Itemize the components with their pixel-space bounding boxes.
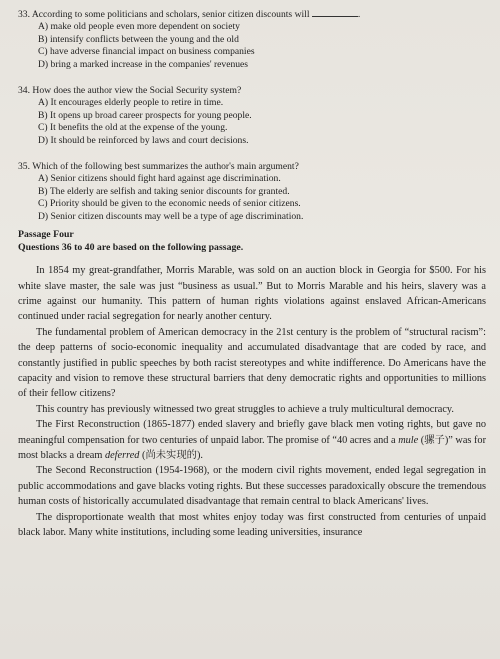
option-b: B) intensify conflicts between the young and the old [38, 33, 239, 45]
paragraph-1: In 1854 my great-grandfather, Morris Marable, was sold on an auction block in Georgia for $500. For his white slave master, the sale was just “business as usual.” But to Morris Marable and his heirs, slavery was a crime against our humanity. This pattern of human rights violations against enslaved African-Americans continued under racial segregation for nearly another century. [18, 265, 486, 323]
option-c: C) It benefits the old at the expense of the young. [38, 122, 228, 134]
glossed-word-mule: mule [398, 434, 419, 446]
passage-instructions: Questions 36 to 40 are based on the following passage. [18, 242, 244, 254]
option-b: B) The elderly are selfish and taking senior discounts for granted. [38, 185, 290, 197]
option-c: C) Priority should be given to the economic needs of senior citizens. [38, 198, 301, 210]
paragraph-5: The Second Reconstruction (1954-1968), or the modern civil rights movement, ended legal segregation in public accommodations and gave blacks voting rights. But these successes paradoxically obscure the tremendous human costs of historically accumulated disadvantage that remain central to black Americans' lives. [18, 465, 486, 508]
option-d: D) It should be reinforced by laws and court decisions. [38, 134, 249, 146]
option-c: C) have adverse financial impact on business companies [38, 46, 255, 58]
option-d: D) bring a marked increase in the companies' revenues [38, 58, 249, 70]
paragraph-3: This country has previously witnessed two great struggles to achieve a truly multicultural democracy. [36, 403, 454, 415]
answer-options [18, 21, 486, 71]
option-a: A) It encourages elderly people to retire in time. [38, 97, 224, 109]
answer-blank [312, 8, 358, 17]
passage-title: Passage Four [18, 229, 74, 241]
question-33 [18, 8, 486, 71]
paragraph-4: The First Reconstruction (1865-1877) ended slavery and briefly gave black men voting rights, but gave no meaningful compensation for two centuries of unpaid labor. The promise of “40 acres and a mule (骡子)” was for most blacks a dream deferred (尚未实现的). [18, 419, 486, 461]
paragraph-2: The fundamental problem of American democracy in the 21st century is the problem of “structural racism”: the deep patterns of socio-economic inequality and accumulated disadvantage that are coded by race, and constantly justified in public speeches by both racist stereotypes and white indifference. Do Americans have the capacity and vision to remove these structural barriers that deny democratic rights and opportunities to millions of their fellow citizens? [18, 326, 486, 400]
question-stem: 33. According to some politicians and scholars, senior citizen discounts will [18, 9, 310, 20]
stem-end: . [357, 9, 361, 20]
question-stem: 35. Which of the following best summarizes the author's main argument? [18, 161, 299, 173]
option-a: A) make old people even more dependent on society [38, 21, 240, 33]
option-d: D) Senior citizen discounts may well be a type of age discrimination. [38, 210, 304, 222]
option-b: B) It opens up broad career prospects for young people. [38, 109, 252, 121]
option-a: A) Senior citizens should fight hard against age discrimination. [38, 173, 281, 185]
question-34 [18, 85, 486, 147]
question-stem: 34. How does the author view the Social Security system? [18, 85, 242, 97]
paragraph-6: The disproportionate wealth that most whites enjoy today was first constructed from centuries of unpaid black labor. Many white institutions, including some leading universities, insurance [18, 511, 486, 538]
glossed-word-deferred: deferred [104, 449, 140, 461]
answer-options [18, 173, 486, 223]
answer-options [18, 97, 486, 147]
question-35 [18, 161, 486, 223]
